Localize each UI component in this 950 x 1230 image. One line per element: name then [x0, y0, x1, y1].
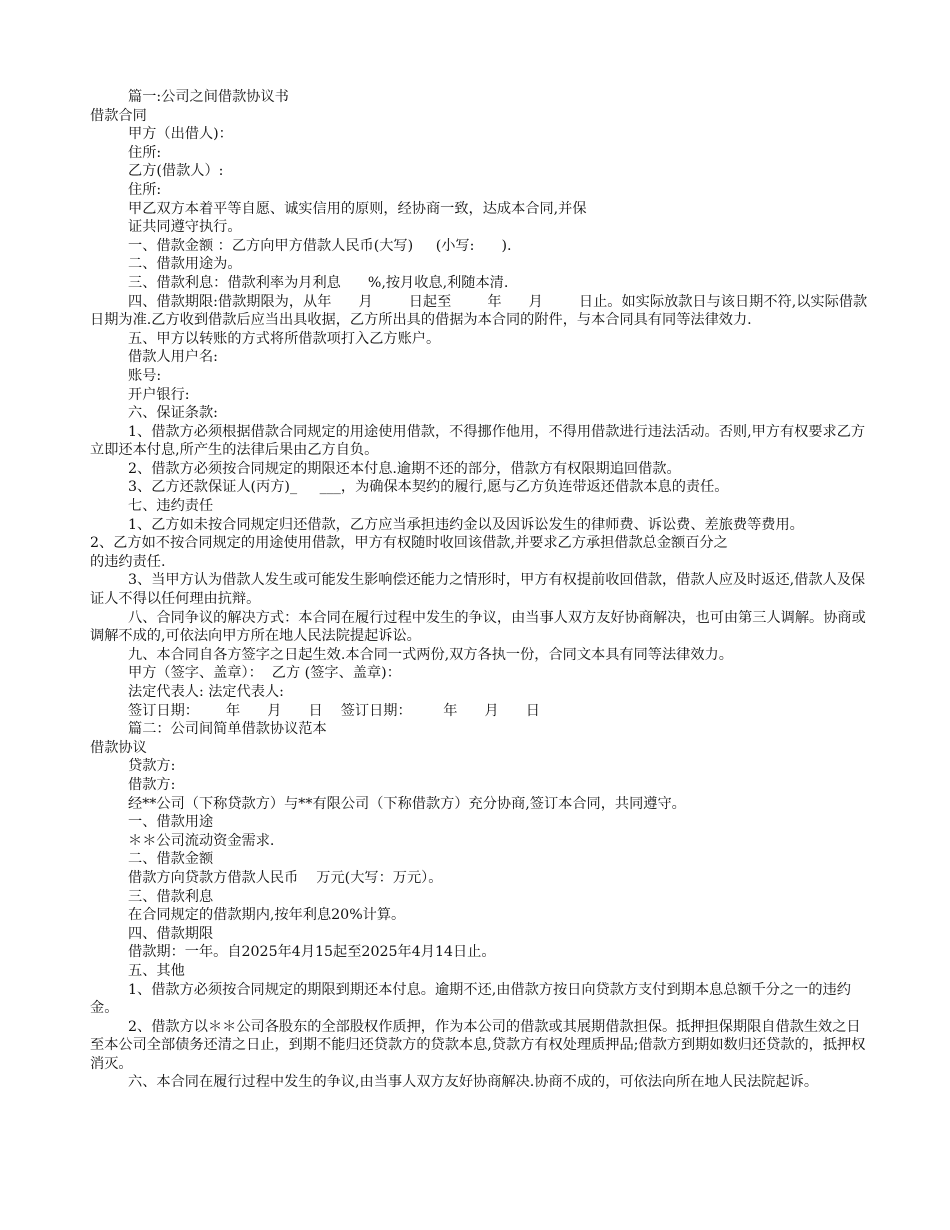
document-paragraph: 甲方（出借人)： [128, 126, 233, 143]
document-paragraph: 的违约责任. [90, 553, 166, 570]
document-paragraph: 一、借款金额 ：乙方向甲方借款人民币(大写) (小写: ). [128, 237, 512, 254]
document-paragraph: 四、借款期限 [128, 925, 214, 942]
document-paragraph: 二、借款用途为。 [128, 256, 242, 273]
document-paragraph: 四、借款期限:借款期限为，从年 月 日起至 年 月 日止。如实际放款日与该日期不符,以实际借款日期为准.乙方收到借款后应当出具收据，乙方所出具的借据为本合同的附件，与本合同具有同等法律效力. [90, 293, 868, 329]
document-paragraph: 在合同规定的借款期内,按年利息20%计算。 [128, 907, 406, 924]
document-paragraph: 一、借款用途 [128, 814, 214, 831]
document-body [90, 88, 870, 1092]
document-paragraph: 借款合同 [90, 107, 147, 124]
document-paragraph: 六、本合同在履行过程中发生的争议,由当事人双方友好协商解决.协商不成的，可依法向所在地人民法院起诉。 [128, 1074, 819, 1091]
document-paragraph: 法定代表人: 法定代表人: [128, 684, 284, 700]
document-paragraph: 七、违约责任 [128, 498, 214, 515]
document-paragraph: 五、甲方以转账的方式将所借款项打入乙方账户。 [128, 330, 441, 347]
document-paragraph: 住所: [128, 144, 162, 161]
document-paragraph: ＊＊公司流动资金需求. [128, 832, 275, 849]
document-paragraph: 九、本合同自各方签字之日起生效.本合同一式两份,双方各执一份，合同文本具有同等法律效力。 [128, 646, 733, 663]
document-paragraph: 账号: [128, 367, 162, 384]
document-paragraph: 五、其他 [128, 962, 185, 979]
document-paragraph: 篇二：公司间简单借款协议范本 [128, 721, 327, 738]
document-paragraph: 借款人用户名: [128, 349, 218, 366]
document-paragraph: 借款协议 [90, 739, 147, 756]
document-paragraph: 贷款方: [128, 758, 176, 775]
document-paragraph: 乙方(借款人）: [128, 163, 224, 180]
document-paragraph: 借款方: [128, 776, 176, 793]
document-paragraph: 三、借款利息 [128, 888, 214, 905]
document-paragraph: 1、乙方如未按合同规定归还借款，乙方应当承担违约金以及因诉讼发生的律师费、诉讼费、差旅费等费用。 [128, 516, 804, 533]
document-paragraph: 经**公司（下称贷款方）与**有限公司（下称借款方）充分协商,签订本合同，共同遵守。 [128, 795, 686, 812]
document-paragraph: 3、乙方还款保证人(丙方)_ ___，为确保本契约的履行,愿与乙方负连带返还借款本息的责任。 [128, 479, 729, 496]
document-paragraph: 签订日期： 年 月 日 签订日期： 年 月 日 [128, 702, 540, 719]
document-paragraph: 2、乙方如不按合同规定的用途使用借款，甲方有权随时收回该借款,并要求乙方承担借款总金额百分之 [90, 535, 728, 552]
document-paragraph: 1、借款方必须根据借款合同规定的用途使用借款，不得挪作他用，不得用借款进行违法活动。否则,甲方有权要求乙方立即还本付息,所产生的法律后果由乙方自负。 [90, 423, 866, 459]
document-paragraph: 六、保证条款: [128, 405, 218, 422]
document-paragraph: 证共同遵守执行。 [128, 219, 242, 236]
document-paragraph: 甲乙双方本着平等自愿、诚实信用的原则，经协商一致，达成本合同,并保 [128, 200, 587, 217]
document-paragraph: 篇一:公司之间借款协议书 [128, 89, 289, 105]
document-paragraph: 1、借款方必须按合同规定的期限到期还本付息。逾期不还,由借款方按日向贷款方支付到期本息总额千分之一的违约金。 [90, 981, 851, 1017]
document-paragraph: 二、借款金额 [128, 851, 214, 868]
document-paragraph: 开户银行: [128, 386, 190, 403]
document-paragraph: 借款期：一年。自2025年4月15起至2025年4月14日止。 [128, 944, 496, 961]
document-paragraph: 2、借款方以＊＊公司各股东的全部股权作质押，作为本公司的借款或其展期借款担保。抵押担保期限自借款生效之日至本公司全部债务还清之日止，到期不能归还贷款方的贷款本息,贷款方有权处理质押品;借款方到期如数归还贷款的，抵押权消灭。 [90, 1018, 866, 1072]
document-paragraph: 借款方向贷款方借款人民币 万元(大写：万元）。 [128, 869, 443, 886]
document-paragraph: 三、借款利息：借款利率为月利息 %,按月收息,利随本清. [128, 274, 509, 291]
document-paragraph: 甲方（签字、盖章）： 乙方 (签字、盖章)： [128, 665, 401, 682]
document-paragraph: 八、合同争议的解决方式：本合同在履行过程中发生的争议，由当事人双方友好协商解决，也可由第三人调解。协商或调解不成的,可依法向甲方所在地人民法院提起诉讼。 [90, 609, 866, 645]
document-paragraph: 3、当甲方认为借款人发生或可能发生影响偿还能力之情形时，甲方有权提前收回借款，借款人应及时返还,借款人及保证人不得以任何理由抗辩。 [90, 572, 866, 608]
document-paragraph: 2、借款方必须按合同规定的期限还本付息.逾期不还的部分，借款方有权限期追回借款。 [128, 460, 681, 477]
document-paragraph: 住所: [128, 181, 162, 198]
